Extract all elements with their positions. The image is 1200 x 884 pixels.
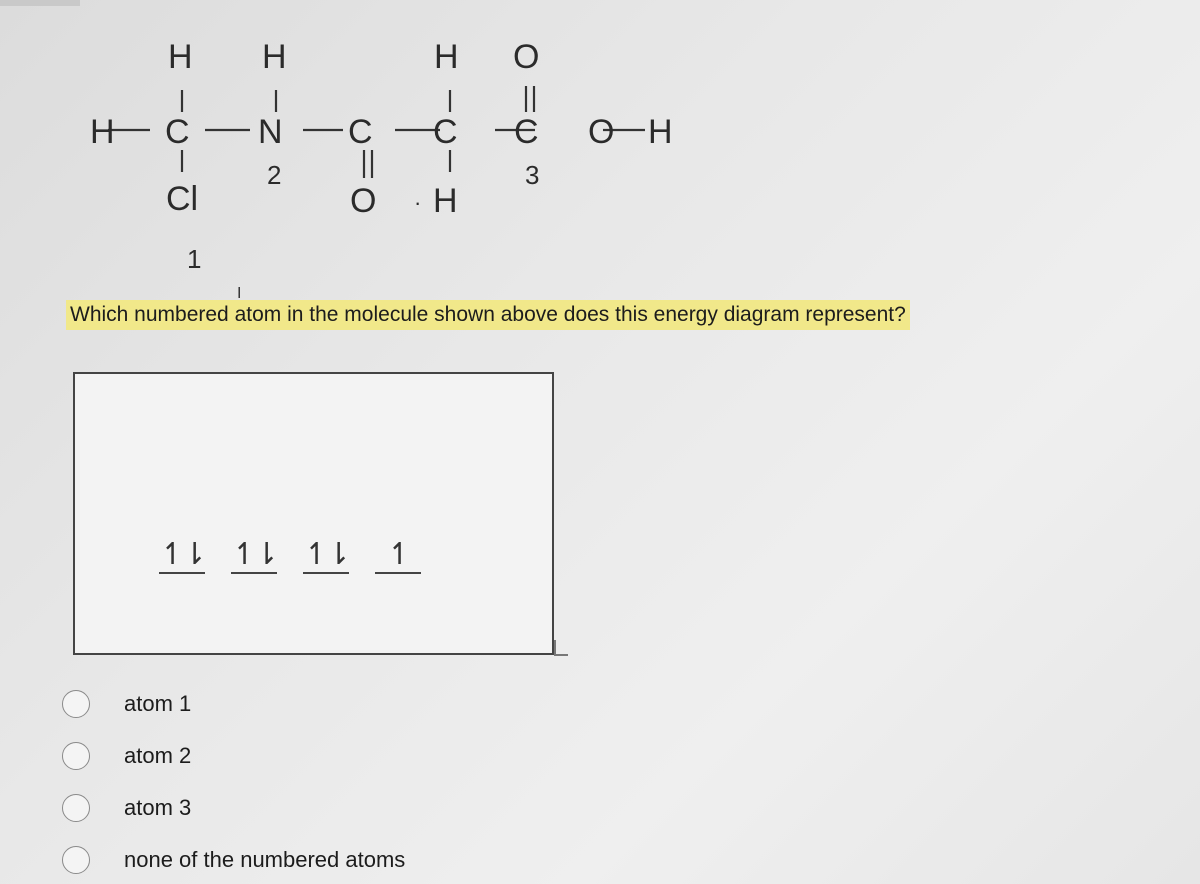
radio-button[interactable] <box>62 794 90 822</box>
question-text: Which numbered atom in the molecule shown above does this energy diagram represent? <box>66 300 910 330</box>
text-cursor-icon: I <box>237 285 242 302</box>
molecule-drawing <box>0 0 760 290</box>
molecule-structure <box>0 0 760 290</box>
option-label: atom 2 <box>124 743 192 768</box>
resize-handle-tick <box>554 654 568 656</box>
option-atom-1[interactable] <box>62 684 522 724</box>
svg-text:H: H <box>262 38 287 76</box>
svg-text:O: O <box>588 113 615 151</box>
svg-text:H: H <box>434 38 459 76</box>
radio-button[interactable] <box>62 846 90 874</box>
radio-button[interactable] <box>62 742 90 770</box>
svg-text:C: C <box>348 113 373 151</box>
svg-text:Cl: Cl <box>166 180 199 218</box>
svg-text:C: C <box>514 113 539 151</box>
orbital-row <box>159 514 519 584</box>
svg-text:C: C <box>165 113 190 151</box>
svg-text:·: · <box>414 190 422 215</box>
atom-label-2: 2 <box>267 160 282 190</box>
energy-diagram-box <box>73 372 554 655</box>
orbital-line <box>303 572 349 574</box>
svg-text:C: C <box>433 113 458 151</box>
atom-label-1: 1 <box>187 244 202 274</box>
svg-text:H: H <box>648 113 673 151</box>
option-label: none of the numbered atoms <box>124 847 406 872</box>
orbital-line <box>159 572 205 574</box>
orbital-box <box>231 514 277 582</box>
orbital-box <box>159 514 205 582</box>
option-label: atom 1 <box>124 691 192 716</box>
radio-button[interactable] <box>62 690 90 718</box>
orbital-line <box>375 572 421 574</box>
svg-text:H: H <box>90 113 115 151</box>
svg-text:O: O <box>350 182 377 220</box>
orbital-box <box>375 514 421 582</box>
orbital-line <box>231 572 277 574</box>
option-atom-2[interactable] <box>62 736 522 776</box>
electron-arrows: ↿⇂ <box>159 537 205 572</box>
svg-text:N: N <box>258 113 283 151</box>
svg-text:O: O <box>513 38 540 76</box>
option-none[interactable] <box>62 840 522 880</box>
electron-arrows: ↿⇂ <box>303 537 349 572</box>
svg-text:H: H <box>433 182 458 220</box>
electron-arrows: ↿⇂ <box>231 537 277 572</box>
option-label: atom 3 <box>124 795 192 820</box>
atom-label-3: 3 <box>525 160 540 190</box>
option-atom-3[interactable] <box>62 788 522 828</box>
electron-arrows: ↿ <box>386 537 410 572</box>
svg-text:H: H <box>168 38 193 76</box>
orbital-box <box>303 514 349 582</box>
